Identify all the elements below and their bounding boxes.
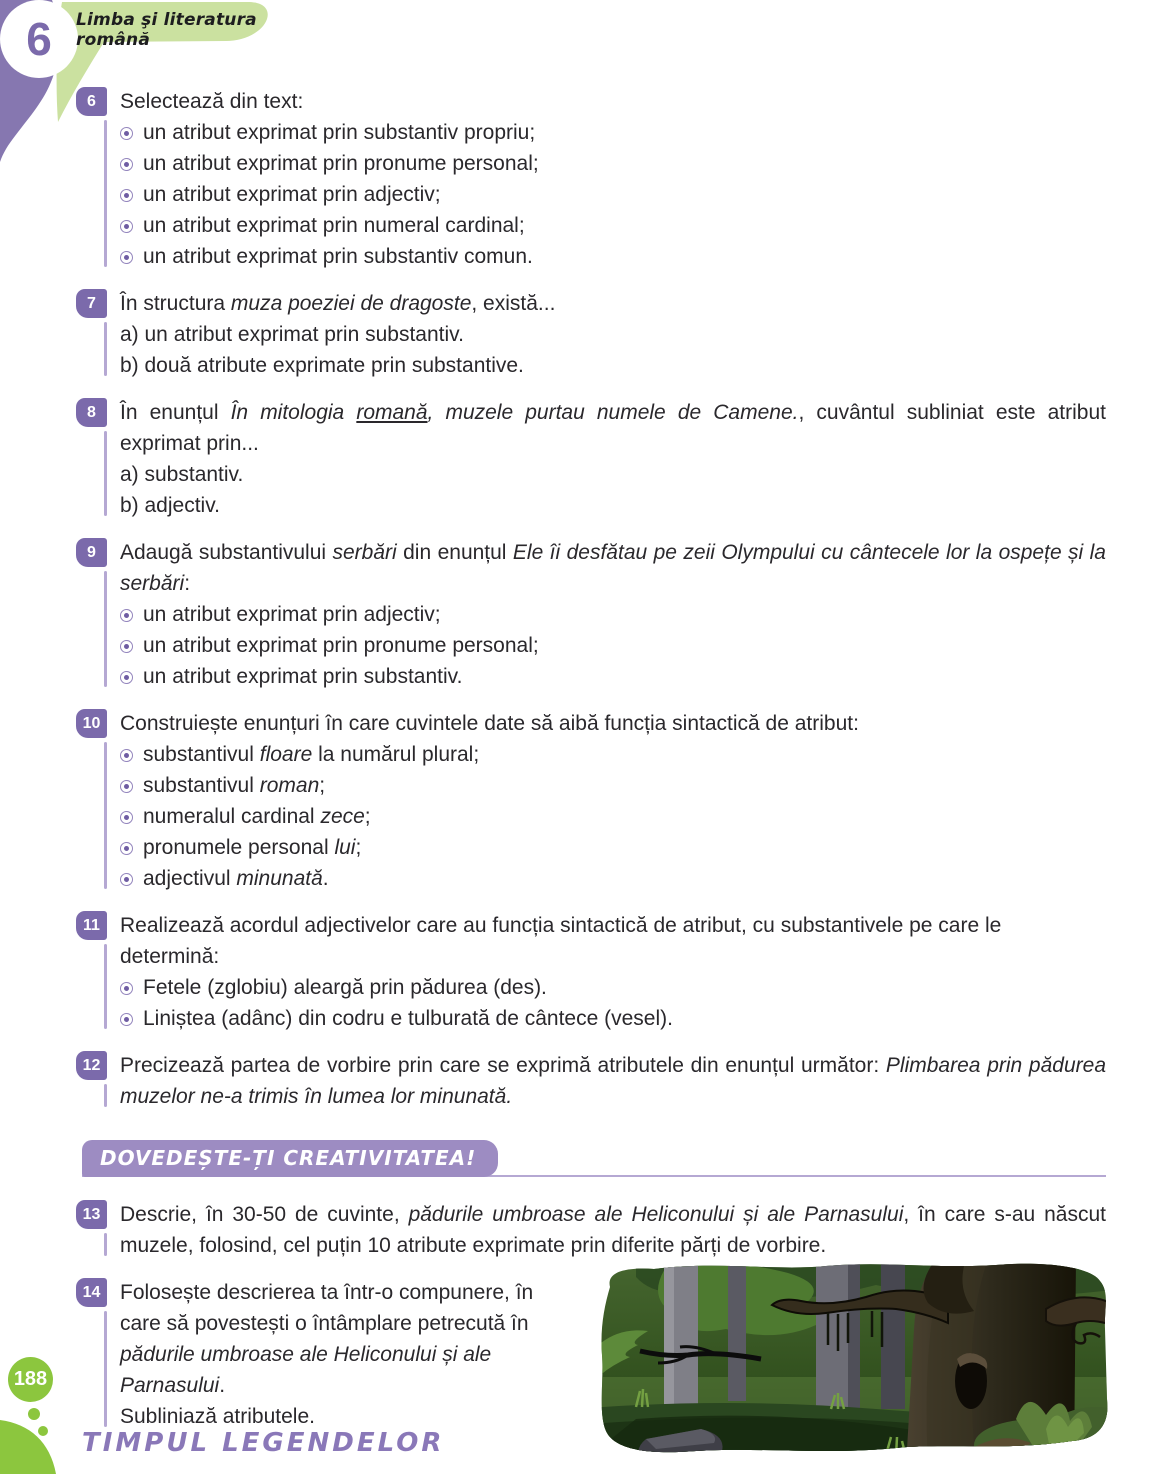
bullet-text — [143, 739, 479, 770]
bullet-item — [120, 117, 1106, 148]
exercise-paragraph — [120, 537, 1106, 599]
exercise-6 — [76, 86, 1106, 272]
exercise-rail — [76, 397, 108, 521]
exercise-rail-line — [104, 571, 107, 687]
creativity-header-band: DOVEDEȘTE-ȚI CREATIVITATEA! — [82, 1140, 498, 1177]
bullet-item — [120, 972, 1106, 1003]
text-run: a) substantiv. — [120, 463, 244, 486]
bullet-icon — [120, 1013, 133, 1026]
exercise-rail-line — [104, 120, 107, 267]
exercise-body — [120, 1277, 576, 1432]
exercise-paragraph — [120, 288, 1106, 319]
text-run: . — [322, 867, 329, 890]
unit-number-badge — [0, 0, 78, 78]
text-run: Realizează acordul adjectivelor care au funcția sintactică de atribut, cu substantivele pe care le determină: — [120, 914, 1002, 968]
text-run: adjectivul — [143, 867, 237, 890]
bullet-item — [120, 801, 1106, 832]
exercise-number-badge: 6 — [76, 87, 107, 116]
bullet-icon — [120, 982, 133, 995]
text-run: un atribut exprimat prin substantiv propriu; — [143, 121, 536, 144]
text-run: romană — [356, 401, 428, 424]
bullet-text — [143, 1003, 673, 1034]
text-run: din enunțul — [396, 541, 513, 564]
bullet-text — [143, 661, 462, 692]
bullet-icon — [120, 127, 133, 140]
text-run: În enunțul — [120, 401, 231, 424]
exercises-section-top — [76, 86, 1106, 1112]
exercise-12 — [76, 1050, 1106, 1112]
exercise-rail-line — [104, 742, 107, 889]
exercise-14 — [76, 1277, 576, 1432]
creativity-section-header — [82, 1140, 1106, 1177]
exercise-paragraph — [120, 708, 1106, 739]
bullet-text — [143, 148, 539, 179]
exercise-10 — [76, 708, 1106, 894]
bullet-text — [143, 863, 329, 894]
text-run: serbări — [332, 541, 397, 564]
green-dot — [28, 1408, 40, 1420]
text-run: Subliniază atributele. — [120, 1405, 315, 1428]
text-run: Fetele (zglobiu) aleargă prin pădurea (des). — [143, 976, 547, 999]
exercise-body — [120, 397, 1106, 521]
text-run: , există... — [471, 292, 556, 315]
bullet-icon — [120, 749, 133, 762]
corner-wedge — [0, 1420, 56, 1474]
text-run: Ele îi desfătau pe zeii Olympului cu cântecele lor la ospețe și la serbări — [120, 541, 1106, 595]
bullet-icon — [120, 640, 133, 653]
text-run: Folosește descrierea ta într-o compunere, în care să povestești o întâmplare petrecută în — [120, 1281, 534, 1335]
bullet-item — [120, 661, 1106, 692]
exercise-paragraph — [120, 1277, 576, 1401]
bullet-icon — [120, 780, 133, 793]
exercise-number-badge: 7 — [76, 289, 107, 318]
page-number-badge — [8, 1357, 53, 1402]
text-run: zece — [320, 805, 365, 828]
bullet-item — [120, 241, 1106, 272]
exercise-14-container — [76, 1277, 576, 1448]
exercise-number-badge: 10 — [76, 709, 107, 738]
bullet-text — [143, 210, 525, 241]
exercise-paragraph — [120, 1050, 1106, 1112]
text-run: Construiește enunțuri în care cuvintele date să aibă funcția sintactică de atribut: — [120, 712, 859, 735]
option-line — [120, 350, 1106, 381]
text-run: b) adjectiv. — [120, 494, 220, 517]
page-number: 188 — [13, 1368, 48, 1390]
bullet-text — [143, 117, 535, 148]
footer-title: TIMPUL LEGENDELOR — [82, 1428, 445, 1458]
text-run: lui — [334, 836, 356, 859]
bullet-icon — [120, 158, 133, 171]
bullet-text — [143, 241, 533, 272]
text-run: Liniștea (adânc) din codru e tulburată de cântece (vesel). — [143, 1007, 673, 1030]
text-run: Adaugă substantivului — [120, 541, 333, 564]
bullet-item — [120, 739, 1106, 770]
text-run: În structura — [120, 292, 231, 315]
text-run: la numărul plural; — [312, 743, 480, 766]
exercise-7 — [76, 288, 1106, 381]
bullet-item — [120, 863, 1106, 894]
exercises-column — [76, 86, 1106, 1467]
text-run: ; — [355, 836, 362, 859]
exercise-rail — [76, 910, 108, 1034]
exercise-rail — [76, 1277, 108, 1432]
exercise-paragraph — [120, 1199, 1106, 1261]
exercise-rail-line — [104, 322, 107, 376]
exercise-8 — [76, 397, 1106, 521]
bullet-icon — [120, 842, 133, 855]
bullet-text — [143, 770, 325, 801]
text-run: un atribut exprimat prin substantiv. — [143, 665, 463, 688]
text-run: un atribut exprimat prin substantiv comun. — [143, 245, 533, 268]
exercise-number-badge: 14 — [76, 1278, 107, 1307]
exercise-number-badge: 12 — [76, 1051, 107, 1080]
option-line — [120, 490, 1106, 521]
bullet-icon — [120, 251, 133, 264]
bullet-icon — [120, 811, 133, 824]
bullet-item — [120, 599, 1106, 630]
exercise-body — [120, 288, 1106, 381]
text-run: muza poeziei de dragoste — [230, 292, 472, 315]
exercise-paragraph — [120, 397, 1106, 459]
exercise-number-badge: 8 — [76, 398, 107, 427]
text-run: un atribut exprimat prin adjectiv; — [143, 603, 441, 626]
exercise-rail-line — [104, 1084, 107, 1107]
exercise-paragraph — [120, 910, 1106, 972]
text-run: , muzele purtau numele de Camene. — [427, 401, 799, 424]
exercise-rail-line — [104, 431, 107, 516]
text-run: a) un atribut exprimat prin substantiv. — [120, 323, 464, 346]
subject-label: Limba şi literatura română — [76, 10, 257, 50]
text-run: Descrie, în 30-50 de cuvinte, — [120, 1203, 409, 1226]
text-run: pronumele personal — [143, 836, 335, 859]
exercise-body — [120, 1050, 1106, 1112]
text-run: pădurile umbroase ale Heliconului și ale Parnasului — [408, 1203, 904, 1226]
bullet-item — [120, 630, 1106, 661]
text-run: Plimbarea prin pădurea muzelor ne-a trimis în lumea lor minunată. — [120, 1054, 1106, 1108]
exercise-rail — [76, 288, 108, 381]
exercise-body — [120, 1199, 1106, 1261]
text-run: , cuvântul subliniat este atribut exprimat prin... — [120, 401, 1106, 455]
text-run: b) două atribute exprimate prin substantive. — [120, 354, 524, 377]
text-run: : — [184, 572, 191, 595]
bullet-item — [120, 1003, 1106, 1034]
bullet-text — [143, 972, 547, 1003]
text-run: roman — [259, 774, 320, 797]
forest-illustration — [576, 1259, 1121, 1467]
text-run: . — [219, 1374, 226, 1397]
bullet-icon — [120, 873, 133, 886]
bullet-icon — [120, 220, 133, 233]
exercise-9 — [76, 537, 1106, 692]
text-run: pădurile umbroase ale Heliconului și ale Parnasului — [120, 1343, 492, 1397]
text-run: un atribut exprimat prin numeral cardinal; — [143, 214, 525, 237]
exercise-13 — [76, 1199, 1106, 1261]
exercise-rail — [76, 1199, 108, 1261]
text-run: un atribut exprimat prin pronume personal; — [143, 152, 539, 175]
text-run: , în care s-au născut muzele, folosind, cel puțin 10 atribute exprimate prin diferite părți de vorbire. — [120, 1203, 1106, 1257]
exercise-number-badge: 13 — [76, 1200, 107, 1229]
bullet-item — [120, 179, 1106, 210]
text-run: substantivul — [143, 774, 260, 797]
text-run: un atribut exprimat prin adjectiv; — [143, 183, 441, 206]
exercise-paragraph — [120, 86, 1106, 117]
text-run: un atribut exprimat prin pronume personal; — [143, 634, 539, 657]
bullet-icon — [120, 609, 133, 622]
bullet-item — [120, 770, 1106, 801]
exercise-rail — [76, 708, 108, 894]
exercise-rail-line — [104, 1233, 107, 1256]
text-run: substantivul — [143, 743, 260, 766]
exercise-rail — [76, 537, 108, 692]
text-run: În mitologia — [230, 401, 357, 424]
text-run: numeralul cardinal — [143, 805, 321, 828]
exercises-section-bottom — [76, 1199, 1106, 1261]
bullet-text — [143, 832, 361, 863]
bullet-text — [143, 599, 441, 630]
option-line — [120, 319, 1106, 350]
exercise-body — [120, 86, 1106, 272]
exercise-11 — [76, 910, 1106, 1034]
text-run: ; — [364, 805, 371, 828]
unit-number: 6 — [26, 13, 52, 65]
exercise-number-badge: 9 — [76, 538, 107, 567]
bullet-icon — [120, 671, 133, 684]
bullet-text — [143, 630, 539, 661]
text-run: floare — [259, 743, 313, 766]
text-run: Precizează partea de vorbire prin care se exprimă atributele din enunțul următor: — [120, 1054, 886, 1077]
exercise-number-badge: 11 — [76, 911, 107, 940]
bullet-item — [120, 148, 1106, 179]
bullet-text — [143, 801, 371, 832]
exercise-body — [120, 910, 1106, 1034]
text-run: minunată — [236, 867, 323, 890]
exercise-body — [120, 708, 1106, 894]
bullet-icon — [120, 189, 133, 202]
exercise-body — [120, 537, 1106, 692]
bullet-item — [120, 210, 1106, 241]
text-run: ; — [319, 774, 326, 797]
exercise-rail-line — [104, 944, 107, 1029]
exercise-rail-line — [104, 1311, 107, 1427]
exercise-rail — [76, 1050, 108, 1112]
option-line — [120, 459, 1106, 490]
bullet-item — [120, 832, 1106, 863]
exercise-rail — [76, 86, 108, 272]
bullet-text — [143, 179, 441, 210]
text-run: Selectează din text: — [120, 90, 304, 113]
